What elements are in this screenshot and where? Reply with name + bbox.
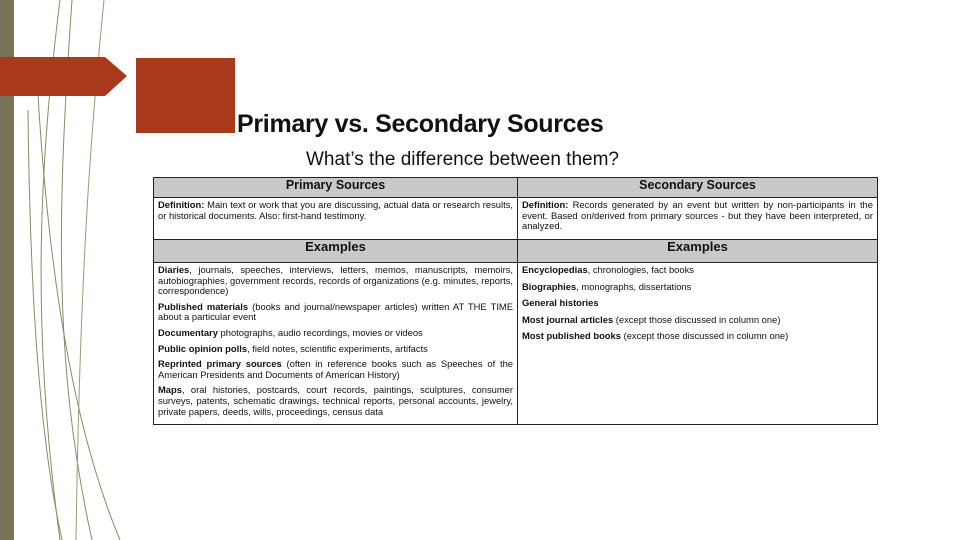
item-text: (except those discussed in column one) xyxy=(620,330,789,342)
page-title: Primary vs. Secondary Sources xyxy=(237,110,604,138)
header-row xyxy=(154,178,878,198)
list-item xyxy=(158,344,513,355)
item-bold: Most published books xyxy=(522,330,621,342)
primary-examples-cell xyxy=(154,263,518,425)
primary-header: Primary Sources xyxy=(154,178,518,198)
secondary-header: Secondary Sources xyxy=(518,178,878,198)
secondary-examples-header: Examples xyxy=(518,240,878,263)
list-item xyxy=(522,282,873,293)
examples-row xyxy=(154,263,878,425)
examples-header-row xyxy=(154,240,878,263)
item-bold: Public opinion polls xyxy=(158,342,248,354)
accent-square xyxy=(136,58,235,133)
item-bold: Diaries xyxy=(158,264,190,275)
primary-examples-header: Examples xyxy=(154,240,518,263)
item-bold: Published materials xyxy=(158,300,249,312)
item-text: (books and journal/newspaper articles) written AT THE TIME about a particular event xyxy=(158,300,513,323)
left-sidebar-bar xyxy=(0,0,14,540)
secondary-examples-cell xyxy=(518,263,878,425)
item-text: (except those discussed in column one) xyxy=(613,313,781,325)
secondary-definition-text: Records generated by an event but written by non-participants in the event. Based on/derived from primary sources - but they have been interpreted, or analyzed. xyxy=(522,199,873,232)
page-subtitle: What’s the difference between them? xyxy=(306,149,619,170)
list-item xyxy=(522,315,873,326)
item-bold: Maps xyxy=(158,384,182,396)
item-text: , field notes, scientific experiments, artifacts xyxy=(247,342,428,354)
list-item xyxy=(158,265,513,297)
list-item xyxy=(158,328,513,339)
item-text: , chronologies, fact books xyxy=(587,264,694,275)
list-item xyxy=(522,331,873,342)
item-bold: Encyclopedias xyxy=(522,264,588,275)
item-text: , oral histories, postcards, court records, paintings, sculptures, consumer surveys, patents, schematic drawings, technical reports, personal accounts, jewelry, private papers, deeds, wills, proceedings, census data xyxy=(158,384,513,417)
item-text: , monographs, dissertations xyxy=(576,280,692,292)
sources-table xyxy=(153,177,878,425)
primary-definition-text: Main text or work that you are discussing, actual data or research results, or historical documents. Also: first-hand testimony. xyxy=(158,199,513,221)
item-text: , journals, speeches, interviews, letters, memos, manuscripts, memoirs, autobiographies, government records, records of organizations (e.g. minutes, reports, correspondence) xyxy=(158,264,513,297)
red-arrow-shape xyxy=(0,57,127,96)
primary-definition-label: Definition: xyxy=(158,199,205,210)
list-item xyxy=(158,359,513,380)
list-item xyxy=(158,385,513,417)
primary-definition xyxy=(154,198,518,240)
item-bold: Most journal articles xyxy=(522,313,614,325)
list-item xyxy=(522,298,873,309)
item-bold: General histories xyxy=(522,297,599,309)
item-bold: Reprinted primary sources xyxy=(158,358,282,370)
secondary-definition xyxy=(518,198,878,240)
item-text: (often in reference books such as Speeches of the American Presidents and Documents of American History) xyxy=(158,358,514,380)
list-item xyxy=(158,302,513,323)
list-item xyxy=(522,265,873,276)
definition-row xyxy=(154,198,878,240)
secondary-definition-label: Definition: xyxy=(522,199,569,210)
item-bold: Documentary xyxy=(158,326,218,338)
item-text: photographs, audio recordings, movies or videos xyxy=(217,326,423,338)
item-bold: Biographies xyxy=(522,280,577,292)
